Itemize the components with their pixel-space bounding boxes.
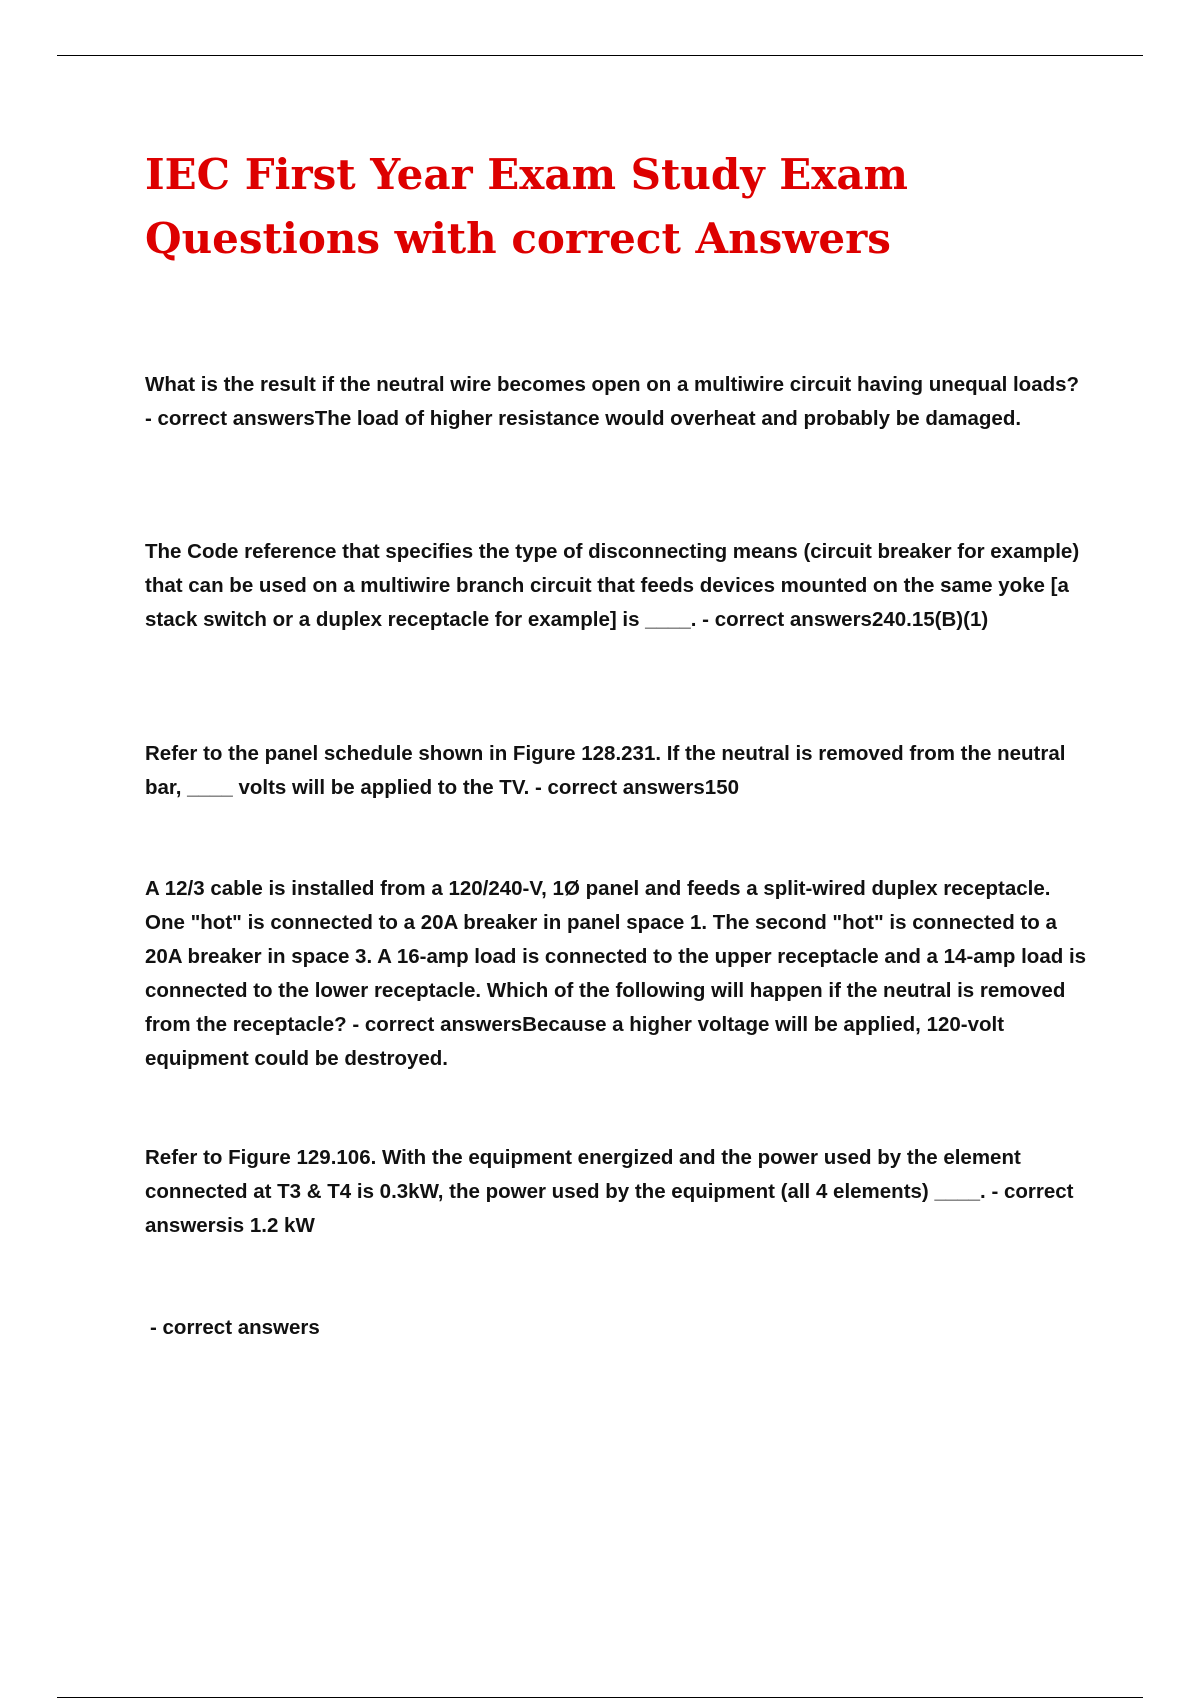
qa-item	[145, 535, 1090, 637]
answer-text: is 1.2 kW	[227, 1214, 315, 1237]
header-rule	[57, 55, 1143, 56]
answer-marker: - correct answers	[346, 1013, 523, 1036]
answer-text: 240.15(B)(1)	[871, 608, 989, 631]
qa-item	[145, 1141, 1090, 1243]
answer-text: Because a higher voltage will be applied, 120-volt equipment could be destroyed.	[145, 1013, 1005, 1070]
document-title: IEC First Year Exam Study Exam Questions with correct Answers	[145, 150, 908, 263]
answer-marker: - correct answers	[150, 1316, 320, 1339]
answer-text: 150	[704, 776, 740, 799]
answer-marker: - correct answers	[145, 407, 315, 430]
question-text: A 12/3 cable is installed from a 120/240-V, 1Ø panel and feeds a split-wired duplex receptacle. One "hot" is connected to a 20A breaker in panel space 1. The second "hot" is connected to a 20A breaker in space 3. A 16-amp load is connected to the upper receptacle and a 14-amp load is connected to the lower receptacle. Which of the following will happen if the neutral is removed from the receptacle?	[145, 877, 1087, 1036]
qa-item	[145, 737, 1090, 805]
question-text: What is the result if the neutral wire becomes open on a multiwire circuit having unequal loads?	[145, 373, 1080, 396]
answer-text: The load of higher resistance would overheat and probably be damaged.	[314, 407, 1022, 430]
question-text: The Code reference that specifies the type of disconnecting means (circuit breaker for example) that can be used on a multiwire branch circuit that feeds devices mounted on the same yoke [a stack switch or a duplex receptacle for example] is ____.	[145, 540, 1080, 631]
answer-marker: - correct answers	[145, 1180, 1074, 1237]
answer-marker: - correct answers	[696, 608, 872, 631]
qa-item	[150, 1311, 1095, 1345]
question-text: Refer to Figure 129.106. With the equipment energized and the power used by the element connected at T3 & T4 is 0.3kW, the power used by the equipment (all 4 elements) ____.	[145, 1146, 1021, 1203]
footer-rule	[57, 1697, 1143, 1698]
question-text: Refer to the panel schedule shown in Figure 128.231. If the neutral is removed from the neutral bar, ____ volts will be applied to the TV.	[145, 742, 1066, 799]
qa-item	[145, 872, 1090, 1076]
answer-marker: - correct answers	[529, 776, 705, 799]
qa-item	[145, 368, 1090, 436]
